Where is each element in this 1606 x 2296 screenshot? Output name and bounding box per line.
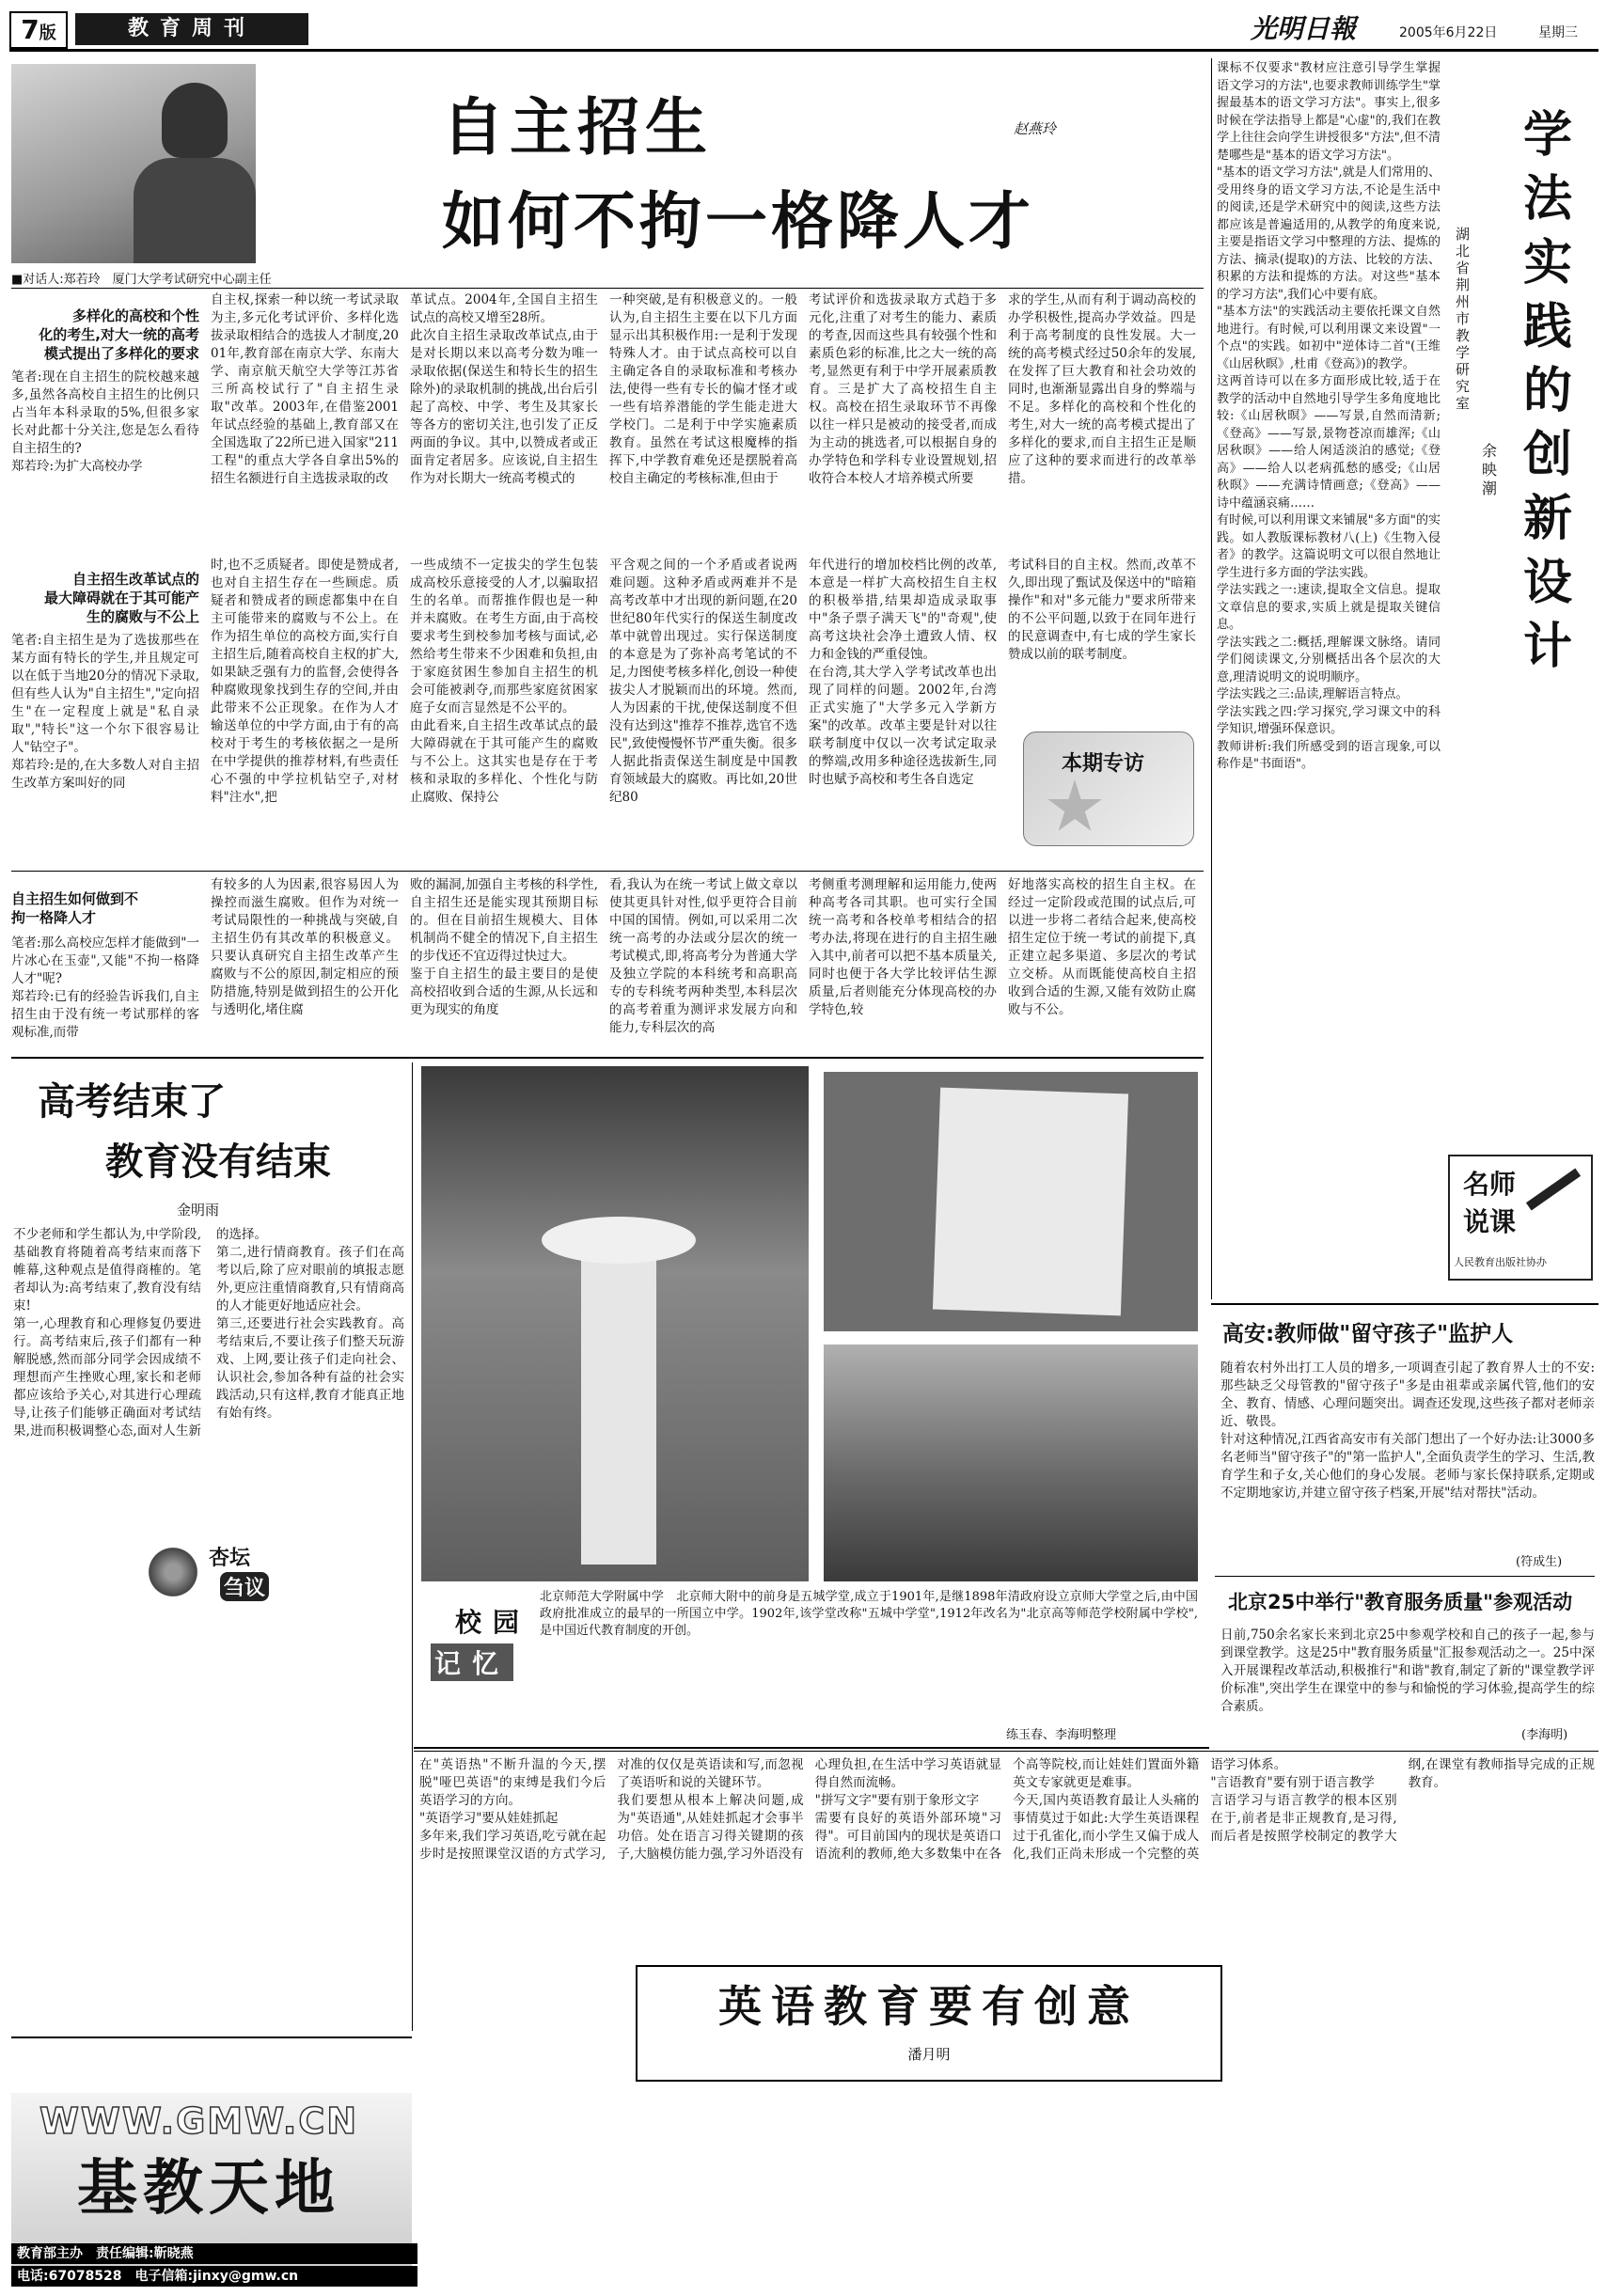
footer-url[interactable]: WWW.GMW.CN — [39, 2100, 359, 2142]
footer-contact-line: 电话:67078528 电子信箱:jinxy@gmw.cn — [11, 2266, 417, 2287]
campus-memory-badge — [427, 1598, 530, 1692]
footer-block — [11, 2093, 412, 2287]
subhead-line: 多样化的高校和个性 — [71, 307, 199, 324]
gaoan-rule — [1215, 1576, 1595, 1577]
lead-col-3c: 败的漏洞,加强自主考核的科学性,自主招生还是能实现其预期目标的。但在目前招生规模大、目体机制尚不健全的情况下,自主招生的步伐还不宜迈得过快过大。 鉴于自主招生的最主要目的是使高校招收到合适的生源,从长远和更为现实的角度 — [410, 877, 598, 1017]
lead-col-3: 革试点。2004年,全国自主招生试点的高校又增至28所。 此次自主招生录取改革试点,由于是对长期以来以高考分数为唯一录取依据(保送生和特长生的招生除外)的录取机制的挑战,出台后引起了高校、中学、考生及其家长等各方的密切关注,也引发了正反两面的争议。其中,以赞成者或正面肯定者居多。应该说,自主招生作为对长期大一统高考模式的 — [410, 292, 598, 486]
beijing25-title: 北京25中举行"教育服务质量"参观活动 — [1228, 1591, 1573, 1613]
subhead-corruption — [11, 570, 199, 626]
photos-rule-bottom — [414, 1747, 1209, 1749]
paper-name: 光明日報 — [1251, 13, 1357, 44]
lead-col-6: 求的学生,从而有利于调动高校的办学积极性,提高办学效益。四是利于高考制度的良性发展。大一统的高考模式经过50余年的发展,在发挥了巨大教育和社会功效的同时,也渐渐显露出自身的弊端与不足。多样化的高校和个性化的考生,对大一统的高考模式提出了多样化的要求,而自主招生正是顺应了这种的要求而进行的改革举措。 — [1008, 292, 1196, 486]
lead-col-1b: 笔者:自主招生是为了选拔那些在某方面有特长的学生,并且规定可以在低于当地20分的情况下录取,但有些人认为"自主招生","定向招生"在一定程度上就是"私自录取","特长"这一个尔下很容易让人"钻空子"。 郑若玲:是的,在大多数人对自主招生改革方案叫好的同 — [11, 633, 199, 791]
tree-icon — [145, 1544, 201, 1600]
beijing25-text: 日前,750余名家长来到北京25中参观学校和自己的孩子一起,参与到课堂教学。这是25中"教育服务质量"汇报参观活动之一。25中深入开展课程改革活动,积极推行"和谐"教育,制定了新的"课堂教学评价标准",突出学生在课堂中的参与和愉悦的学习体验,提高学生的综合素质。 — [1220, 1628, 1595, 1714]
teacher-lecture-badge — [1448, 1155, 1593, 1281]
section-name: 教育周刊 — [75, 13, 308, 45]
subhead-how — [11, 889, 199, 927]
subhead-line: 自主招生改革试点的 — [71, 571, 199, 588]
right-article-text: 课标不仅要求"教材应注意引导学生掌握语文学习的方法",也要求教师训练学生"掌握最基本的语文学习方法"。事实上,很多时候在学法指导上都是"心虚"的,我们在教学上往往会向学生讲授很多"方法",但不清楚哪些是"基本的语文学习方法"。 "基本的语文学习方法",就是人们常用的、受用终身的语文学习方法,不论是生活中的阅读,还是学术研究中的阅读,这些方法都应该是普遍适用的,从教学的角度来说,主要是指语文学习中整理的方法、提炼的方法、摘录(提取)的方法、比较的方法、积累的方法和提炼的方法。对这些"基本的学习方法",我们心中要有底。 "基本方法"的实践活动主要依托课文自然地进行。有时候,可以利用课文来设置"一个点"的实践。如初中"逆体诗二首"(王维《山居秋暝》,杜甫《登高》)的教学。 这两首诗可以在多方面形成比较,适于在教学的活动中自然地引导学生多角度地比较:《山居秋暝》——写景,自然而清新;《登高》——写景,景物苍凉而雄浑;《山居秋暝》——给人闲适淡泊的感觉;《登高》——给人以老病孤愁的感受;《山居秋暝》——充满诗情画意;《登高》——诗中蕴涵哀痛…… 有时候,可以利用课文来铺展"多方面"的实践。如人教版课标教材八(上)《生物入侵者》的教学。这篇说明文可以很自然地让学生进行多方面的学法实践。 学法实践之一:速读,提取全文信息。提取文章信息的要求,实质上就是提取关键信息。 学法实践之二:概括,理解课文脉络。请同学们阅读课文,分别概括出各个层次的大意,理清说明文的说明顺序。 学法实践之三:品读,理解语言特点。 学法实践之四:学习探究,学习课文中的科学知识,增强环保意识。 教师讲析:我们所感受到的语言现象,可以称作是"书面语"。 — [1217, 61, 1441, 771]
right-title-char: 的 — [1523, 363, 1573, 419]
lead-col-6b: 考试科目的自主权。然而,改革不久,即出现了甄试及保送中的"暗箱操作"和对"多元能力"要求所带来的不公平问题,以致于在同年进行的民意调查中,有七成的学生家长赞成以前的联考制度。 — [1008, 558, 1196, 662]
footer-editor-line: 教育部主办 责任编辑:靳晓燕 — [11, 2243, 417, 2264]
pen-icon — [1526, 1169, 1581, 1211]
gaokao-title-line1: 高考结束了 — [38, 1080, 226, 1124]
right-rule-bottom — [1211, 1303, 1598, 1305]
lead-col-1: 笔者:现在自主招生的院校越来越多,虽然各高校自主招生的比例只占当年本科录取的5%,但很多家长对此都十分关注,您是怎么看待自主招生的? 郑若玲:为扩大高校办学 — [11, 370, 199, 474]
page-number: 7 — [21, 14, 39, 45]
subhead-line: 生的腐败与不公上 — [86, 608, 199, 625]
right-title-char: 创 — [1523, 427, 1573, 483]
teacher-badge-line2: 说课 — [1463, 1206, 1517, 1237]
right-title-char: 学 — [1523, 107, 1573, 164]
apricot-badge-line1: 杏坛 — [209, 1547, 251, 1570]
portrait-figure — [162, 83, 228, 158]
lead-col-4b: 平含观之间的一个矛盾或者说两难问题。这种矛盾或两难并不是高考改革中才出现的新问题,在20世纪80年代实行的保送生制度改革中就曾出现过。实行保送制度的本意是为了弥补高考笔试的不足,力图使考核多样化,创设一种使拔尖人才脱颖而出的环境。然而,人为因素的干扰,使保送制度不但没有达到这"推荐不推荐,选官不选民",致使慢慢怀节严重失衡。很多人据此指责保送生制度是中国教育领域最大的腐败。再比如,20世纪80 — [609, 558, 797, 805]
portrait-photo — [11, 64, 256, 263]
lead-title-line1: 自主招生 — [442, 91, 713, 164]
lead-col-2b: 时,也不乏质疑者。即使是赞成者,也对自主招生存在一些顾虑。质疑者和赞成者的顾虑都集中在自主可能带来的腐败与不公上。在作为招生单位的高校方面,实行自主招生后,随着高校自主权的扩大,如果缺乏强有力的监督,会使得各种腐败现象找到生存的空间,并由此带来不公正现象。在作为人才输送单位的中学方面,由于有的高校对于考生的考核依据之一是所在中学提供的推荐材料,有些责任心不强的中学拉机钻空子,对材料"注水",把 — [211, 558, 399, 805]
issue-weekday: 星期三 — [1538, 25, 1578, 40]
apricot-badge — [141, 1538, 282, 1610]
subhead-line: 模式提出了多样化的要求 — [43, 345, 199, 362]
subhead-line: 最大障碍就在于其可能产 — [43, 590, 199, 606]
right-title-char: 实 — [1523, 235, 1573, 291]
gaokao-title-line2: 教育没有结束 — [105, 1140, 331, 1184]
english-title: 英语教育要有创意 — [718, 1981, 1140, 2032]
page-suffix: 版 — [39, 24, 56, 43]
sundial-photo — [421, 1066, 809, 1581]
lead-col-5c: 考侧重考测理解和运用能力,使两种高考各司其职。也可实行全国统一高考和各校单考相结合的招考办法,将现在进行的自主招生融入其中,前者可以把不基本质量关,同时也便于各大学比较评估生源质量,后者则能充分体现高校的办学特色,较 — [809, 877, 997, 1017]
lead-rule-top — [11, 288, 1204, 289]
parade-photo — [824, 1345, 1198, 1581]
gaokao-text: 不少老师和学生都认为,中学阶段,基础教育将随着高考结束而落下帷幕,这种观点是值得商榷的。笔者却认为:高考结束了,教育没有结束! 第一,心理教育和心理修复仍要进行。高考结束后,孩子们都有一种解脱感,然而部分同学会因成绩不理想而产生挫败心理,家长和老师都应该给予关心,对其进行心理疏导,让孩子们能够正确面对考试结果,进而积极调整心态,面对人生新的选择。 第二,进行情商教育。孩子们在高考以后,除了应对眼前的填报志愿外,更应注重情商教育,只有情商高的人才能更好地适应社会。 第三,还要进行社会实践教育。高考结束后,不要让孩子们整天玩游戏、上网,要让孩子们走向社会、认识社会,参加各种有益的社会实践活动,只有这样,教育才能真正地有始有终。 — [13, 1227, 404, 1439]
lead-col-4c: 看,我认为在统一考试上做文章以使其更具针对性,似乎更符合目前中国的国情。例如,可以采用二次统一高考的办法或分层次的统一考试模式,即,将高考分为普通大学及独立学院的本科统考和高职高专的专科统考两种类型,本科层次的高考着重为测评求发展方向和能力,专科层次的高 — [609, 877, 797, 1035]
subhead-line: 化的考生,对大一统的高考 — [39, 326, 199, 343]
right-title-char: 践 — [1523, 299, 1573, 355]
right-author: 余映潮 — [1482, 442, 1498, 497]
right-author-org: 湖北省荆州市教学研究室 — [1456, 226, 1471, 412]
campus-badge-line2: 记忆 — [431, 1643, 513, 1681]
right-title-char: 设 — [1523, 555, 1573, 611]
footer-rule — [11, 2037, 412, 2038]
right-title-char: 计 — [1523, 619, 1573, 675]
subhead-diversity — [11, 307, 199, 363]
lead-author: 赵燕玲 — [1014, 120, 1057, 137]
lead-col-2c: 有较多的人为因素,很容易因人为操控而滋生腐败。但作为对统一考试局限性的一种挑战与突破,自主招生仍有其改革的积极意义。只要认真研究自主招生改革产生腐败与不公的原因,制定相应的预防措施,特别是做到招生的公开化与透明化,堵住腐 — [211, 877, 399, 1017]
campus-badge-line1: 校园 — [455, 1607, 531, 1638]
lead-col-2: 自主权,探索一种以统一考试录取为主,多元化考试评价、多样化选拔录取相结合的选拔人才制度,2001年,教育部在南京大学、东南大学、南京航天航空大学等江苏省三所高校试行了"自主招生录取"改革。2003年,在借鉴2001年试点经验的基础上,教育部又在全国选取了22所已进入国家"211工程"的重点大学各自拿出5%的招生名额进行自主选拔录取的改 — [211, 292, 399, 486]
gaoan-title: 高安:教师做"留守孩子"监护人 — [1222, 1322, 1514, 1346]
right-title-char: 新 — [1523, 491, 1573, 547]
lead-col-3b: 一些成绩不一定拔尖的学生包装成高校乐意接受的人才,以骗取招生的名单。而帮推作假也是一种并未腐败。在考生方面,由于高校要求考生到校参加考核与面试,必然给考生带来不少困难和负担,由于家庭贫困生参加自主招生的机会可能被剥夺,而那些家庭贫困家庭子女而言显然是不公平的。 由此看来,自主招生改革试点的最大障碍就在于其可能产生的腐败与不公上。这其实也是存在于考核和录取的多样化、个性化与防止腐败、保持公 — [410, 558, 598, 805]
masthead-rule — [9, 49, 1598, 52]
gaoan-text: 随着农村外出打工人员的增多,一项调查引起了教育界人士的不安:那些缺乏父母管教的"留守孩子"多是由祖辈或亲属代管,他们的安全、教育、情感、心理问题突出。调查还发现,这些孩子都对老师亲近、敬畏。 针对这种情况,江西省高安市有关部门想出了一个好办法:让3000多名老师当"留守孩子"的"第一监护人",全面负责学生的学习、生活,教育学生和子女,关心他们的身心发展。老师与家长保持联系,定期或不定期地家访,并建立留守孩子档案,开展"结对帮扶"活动。 — [1220, 1360, 1595, 1501]
apricot-badge-line2: 刍议 — [220, 1572, 269, 1601]
lead-col-5b: 年代进行的增加校档比例的改革,本意是一样扩大高校招生自主权的积极举措,结果却造成录取事中"条子票子满天飞"的"奇观",使高考这块社会净土遭致人情、权力和金钱的严重侵蚀。 在台湾,其大学入学考试改革也出现了同样的问题。2002年,台湾正式实施了"大学多元入学新方案"的改革。改革主要是针对以往联考制度中仅以一次考试定取录的弊端,改用多种途径选拔新生,同时也赋予高校和考生各自选定 — [809, 558, 997, 787]
english-title-box — [636, 1965, 1222, 2082]
page-number-box — [9, 11, 68, 49]
portrait-caption: ■对话人:郑若玲 厦门大学考试研究中心副主任 — [11, 273, 272, 287]
beijing25-byline: (李海明) — [1521, 1728, 1568, 1742]
photo-credit: 练玉春、李海明整理 — [1006, 1728, 1117, 1742]
interview-badge — [1023, 731, 1194, 846]
issue-date: 2005年6月22日 — [1399, 25, 1498, 40]
lead-title-line2: 如何不拘一格降人才 — [442, 185, 1034, 258]
lead-col-4: 一种突破,是有积极意义的。一般认为,自主招生主要在以下几方面显示出其积极作用:一是利于发现特殊人才。由于试点高校可以自主确定各自的录取标准和考核办法,使得一些有专长的偏才怪才或一些有培养潜能的学生能走进大学校门。二是利于中学实施素质教育。虽然在考试这根魔棒的指挥下,中学教育难免还是摆脱着高校自主确定的考核标准,但由于 — [609, 292, 797, 486]
gaoan-byline: (符成生) — [1516, 1555, 1563, 1569]
subhead-line: 拘一格降人才 — [11, 909, 97, 926]
teacher-badge-org: 人民教育出版社协办 — [1454, 1256, 1547, 1268]
lead-col-1c: 笔者:那么高校应怎样才能做到"一片冰心在玉壶",又能"不拘一格降人才"呢? 郑若玲:已有的经验告诉我们,自主招生由于没有统一考试那样的客观标准,而带 — [11, 936, 199, 1040]
right-title — [1523, 103, 1589, 679]
subhead-line: 自主招生如何做到不 — [11, 890, 139, 907]
gaokao-rule — [412, 1062, 413, 2031]
sundial-pillar — [581, 1254, 656, 1565]
lead-col-5: 考试评价和选拔录取方式趋于多元化,注重了对考生的能力、素质的考查,因而这些具有较强个性和素质色彩的标准,比之大一统的高考,显然更有利于中学开展素质教育。三是扩大了高校招生自主权。高校在招生录取环节不再像以往一样只是被动的接受者,而成为主动的挑选者,可以根据自身的办学特色和学科专业设置规划,招收符合本校人才培养模式所要 — [809, 292, 997, 486]
sundial-top — [542, 1217, 696, 1264]
lead-rule-bottom — [11, 1057, 1204, 1059]
teacher-badge-line1: 名师 — [1463, 1169, 1517, 1200]
english-author: 潘月明 — [907, 2046, 951, 2063]
right-column-rule — [1211, 58, 1212, 1299]
right-title-char: 法 — [1523, 171, 1573, 228]
document-page — [933, 1088, 1128, 1316]
star-icon — [1047, 779, 1103, 836]
gaokao-author: 金明雨 — [177, 1202, 220, 1219]
interview-badge-label: 本期专访 — [1062, 752, 1145, 776]
lead-col-6c: 好地落实高校的招生自主权。在经过一定阶段或范围的试点后,可以进一步将二者结合起来,使高校招生定位于统一考试的前提下,真正建立起多渠道、多层次的考试立交桥。从而既能使高校自主招收到合适的生源,又能有效防止腐败与不公。 — [1008, 877, 1196, 1017]
english-text: 在"英语热"不断升温的今天,摆脱"哑巴英语"的束缚是我们今后英语学习的方向。 "英语学习"要从娃娃抓起 多年来,我们学习英语,吃亏就在起步时是按照课堂汉语的方式学习,对准的仅仅是英语读和写,而忽视了英语听和说的关键环节。 我们要想从根本上解决问题,成为"英语通",从娃娃抓起才会事半功倍。处在语言习得关键期的孩子,大脑模仿能力强,学习外语没有心理负担,在生活中学习英语就显得自然而流畅。 "拼写文字"要有别于象形文字 需要有良好的英语外部环境"习得"。可目前国内的现状是英语口语流利的教师,绝大多数集中在各个高等院校,而让娃娃们置面外籍英文专家就更是难事。 今天,国内英语教育最让人头痛的事情莫过于如此:大学生英语课程过于孔雀化,而小学生又偏于成人化,我们正尚未形成一个完整的英语学习体系。 "言语教育"要有别于语言教学 言语学习与语言教学的根本区别在于,前者是非正规教育,是习得,而后者是按照学校制定的教学大纲,在课堂有教师指导完成的正规教育。 — [419, 1757, 1595, 1862]
masthead — [0, 0, 1606, 55]
lead-rule-mid — [11, 871, 1204, 872]
old-document-photo — [824, 1072, 1198, 1331]
footer-title: 基教天地 — [77, 2154, 340, 2224]
english-rule-top — [414, 1751, 1598, 1752]
school-caption: 北京师范大学附属中学 北京师大附中的前身是五城学堂,成立于1901年,是继1898年清政府设立京师大学堂之后,由中国政府批准成立的最早的一所国立中学。1902年,该学堂改称"五城中学堂",1912年改名为"北京高等师范学校附属中学校",是中国近代教育制度的开创。 — [540, 1590, 1198, 1638]
portrait-body — [134, 158, 256, 263]
